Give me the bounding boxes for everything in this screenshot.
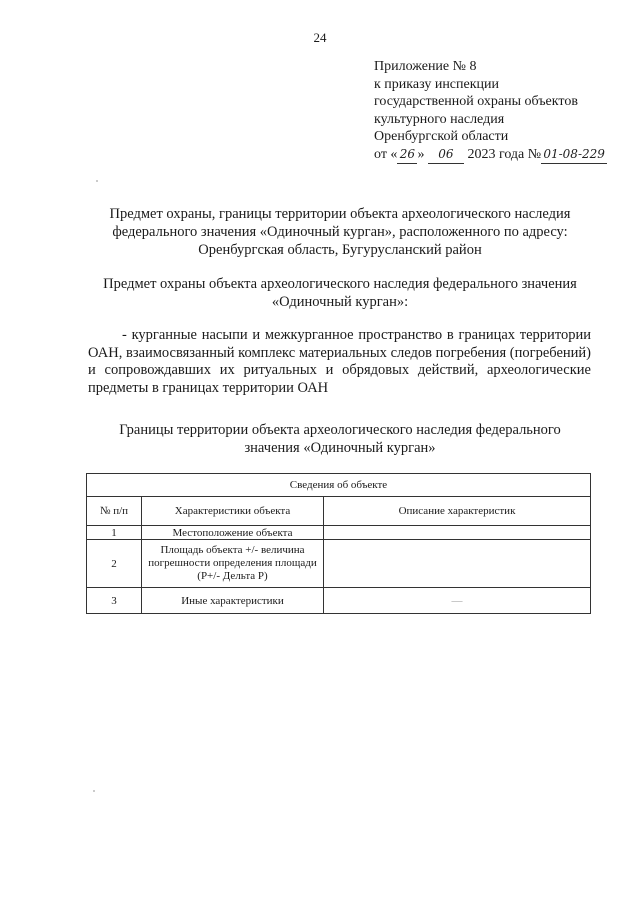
order-month: 06	[428, 146, 464, 165]
order-number: 01-08-229	[541, 146, 607, 165]
table-header-number: № п/п	[87, 497, 142, 526]
table-row: 2 Площадь объекта +/- величина погрешности определения площади (Р+/- Дельта Р)	[87, 540, 591, 588]
empty-value-dash: —	[324, 588, 591, 614]
appendix-line: к приказу инспекции	[374, 76, 500, 92]
page-number: 24	[313, 30, 327, 45]
protection-subject-heading: Предмет охраны объекта археологического наследия федерального значения «Одиночный курган»:	[103, 276, 577, 310]
table-header-description: Описание характеристик	[324, 497, 591, 526]
scan-speck	[93, 790, 95, 792]
object-info-table	[86, 473, 591, 614]
appendix-line: государственной охраны объектов	[374, 94, 578, 109]
appendix-line: культурного наследия	[374, 111, 505, 127]
protection-subject-body: - курганные насыпи и межкурганное пространство в границах территории ОАН, взаимосвязанный комплекс материальных следов погребения (погребений) и сопровождавших их ритуальных и обрядовых действий, археологические предметы в границах территории ОАН	[88, 327, 591, 396]
document-title: Предмет охраны, границы территории объекта археологического наследия федерального значения «Одиночный курган», расположенного по адресу: Оренбургская область, Бугурусланский район	[109, 206, 571, 258]
appendix-title: Приложение № 8	[374, 59, 477, 74]
order-date-line: от « 26 » 06 2023 года № 01-08-229	[374, 146, 607, 165]
appendix-block	[374, 58, 607, 164]
table-row: 1 Местоположение объекта	[87, 526, 591, 540]
order-year: 2023 года №	[467, 146, 542, 162]
table-caption: Сведения об объекте	[87, 474, 591, 497]
order-day: 26	[397, 146, 417, 165]
territory-borders-heading: Границы территории объекта археологического наследия федерального значения «Одиночный курган»	[119, 422, 561, 456]
appendix-line: Оренбургской области	[374, 129, 509, 144]
table-row: 3 Иные характеристики —	[87, 588, 591, 614]
scan-speck	[96, 180, 98, 182]
table-header-characteristic: Характеристики объекта	[142, 497, 324, 526]
